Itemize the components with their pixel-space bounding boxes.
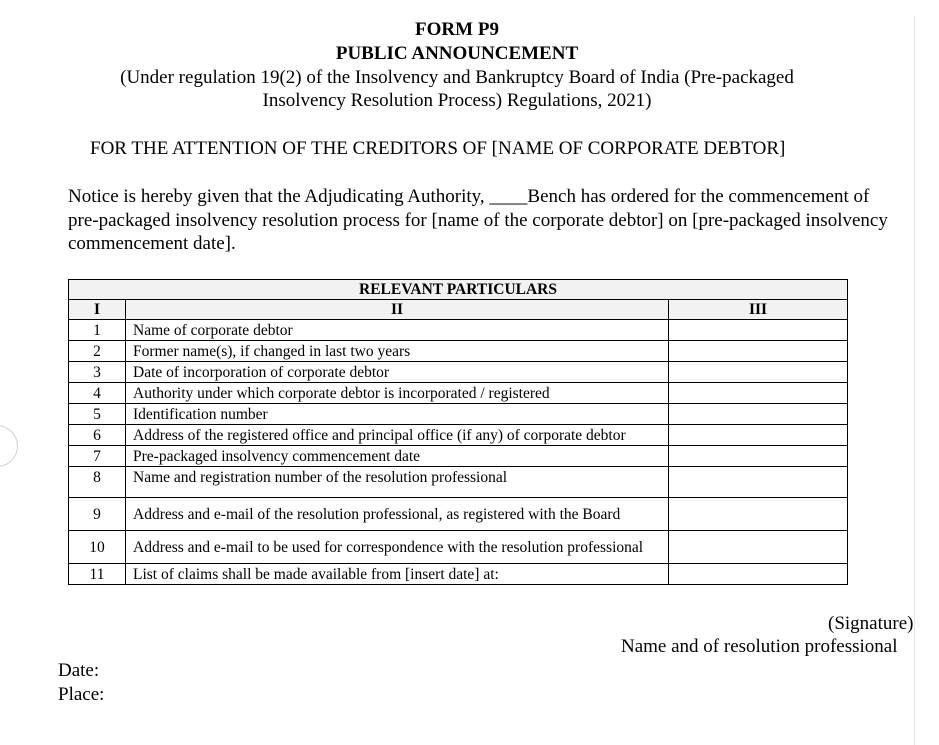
row-label: Authority under which corporate debtor is incorporated / registered	[126, 383, 669, 404]
row-label: Address of the registered office and principal office (if any) of corporate debtor	[126, 425, 669, 446]
date-label: Date:	[58, 660, 100, 681]
row-number: 4	[69, 383, 126, 404]
attention-heading: FOR THE ATTENTION OF THE CREDITORS OF [NAME OF CORPORATE DEBTOR]	[90, 138, 786, 159]
table-row	[69, 564, 848, 585]
row-number: 11	[69, 564, 126, 585]
row-label: Name and registration number of the resolution professional	[126, 467, 669, 498]
row-number: 2	[69, 341, 126, 362]
table-row	[69, 425, 848, 446]
row-label: Address and e-mail of the resolution professional, as registered with the Board	[126, 498, 669, 531]
row-number: 10	[69, 531, 126, 564]
notice-line-3: commencement date].	[68, 233, 236, 254]
row-label: Pre-packaged insolvency commencement date	[126, 446, 669, 467]
table-row	[69, 498, 848, 531]
page-edge-divider	[914, 16, 915, 745]
table-row	[69, 531, 848, 564]
row-number: 9	[69, 498, 126, 531]
row-label: Name of corporate debtor	[126, 320, 669, 341]
row-number: 7	[69, 446, 126, 467]
regulation-line-1: (Under regulation 19(2) of the Insolvency and Bankruptcy Board of India (Pre-packaged	[120, 67, 794, 88]
row-number: 3	[69, 362, 126, 383]
row-number: 1	[69, 320, 126, 341]
row-value	[669, 498, 848, 531]
row-value	[669, 341, 848, 362]
table-row	[69, 404, 848, 425]
table-row	[69, 383, 848, 404]
row-value	[669, 531, 848, 564]
row-value	[669, 320, 848, 341]
row-label: Former name(s), if changed in last two years	[126, 341, 669, 362]
place-label: Place:	[58, 684, 105, 705]
row-value	[669, 467, 848, 498]
form-number: FORM P9	[415, 19, 499, 40]
table-row	[69, 320, 848, 341]
signature-line: (Signature)	[828, 613, 914, 634]
column-header-ii: II	[126, 300, 669, 320]
table-row	[69, 446, 848, 467]
row-value	[669, 425, 848, 446]
row-value	[669, 362, 848, 383]
row-value	[669, 564, 848, 585]
row-label: List of claims shall be made available from [insert date] at:	[126, 564, 669, 585]
notice-line-2: pre-packaged insolvency resolution process for [name of the corporate debtor] on [pre-packaged insolvency	[68, 210, 888, 231]
row-number: 8	[69, 467, 126, 498]
column-header-iii: III	[669, 300, 848, 320]
row-number: 5	[69, 404, 126, 425]
table-row	[69, 467, 848, 498]
table-caption: RELEVANT PARTICULARS	[69, 280, 848, 300]
resolution-professional-name-line: Name and of resolution professional	[621, 636, 898, 657]
table-header-row	[69, 300, 848, 320]
row-number: 6	[69, 425, 126, 446]
row-label: Date of incorporation of corporate debtor	[126, 362, 669, 383]
relevant-particulars-table	[68, 279, 848, 585]
row-label: Address and e-mail to be used for correspondence with the resolution professional	[126, 531, 669, 564]
regulation-line-2: Insolvency Resolution Process) Regulations, 2021)	[262, 90, 652, 111]
column-header-i: I	[69, 300, 126, 320]
table-caption-row	[69, 280, 848, 300]
row-value	[669, 446, 848, 467]
row-value	[669, 383, 848, 404]
form-title: PUBLIC ANNOUNCEMENT	[335, 43, 579, 64]
notice-line-1: Notice is hereby given that the Adjudicating Authority, ____Bench has ordered for the commencement of	[68, 186, 870, 207]
table-row	[69, 341, 848, 362]
table-row	[69, 362, 848, 383]
row-value	[669, 404, 848, 425]
row-label: Identification number	[126, 404, 669, 425]
